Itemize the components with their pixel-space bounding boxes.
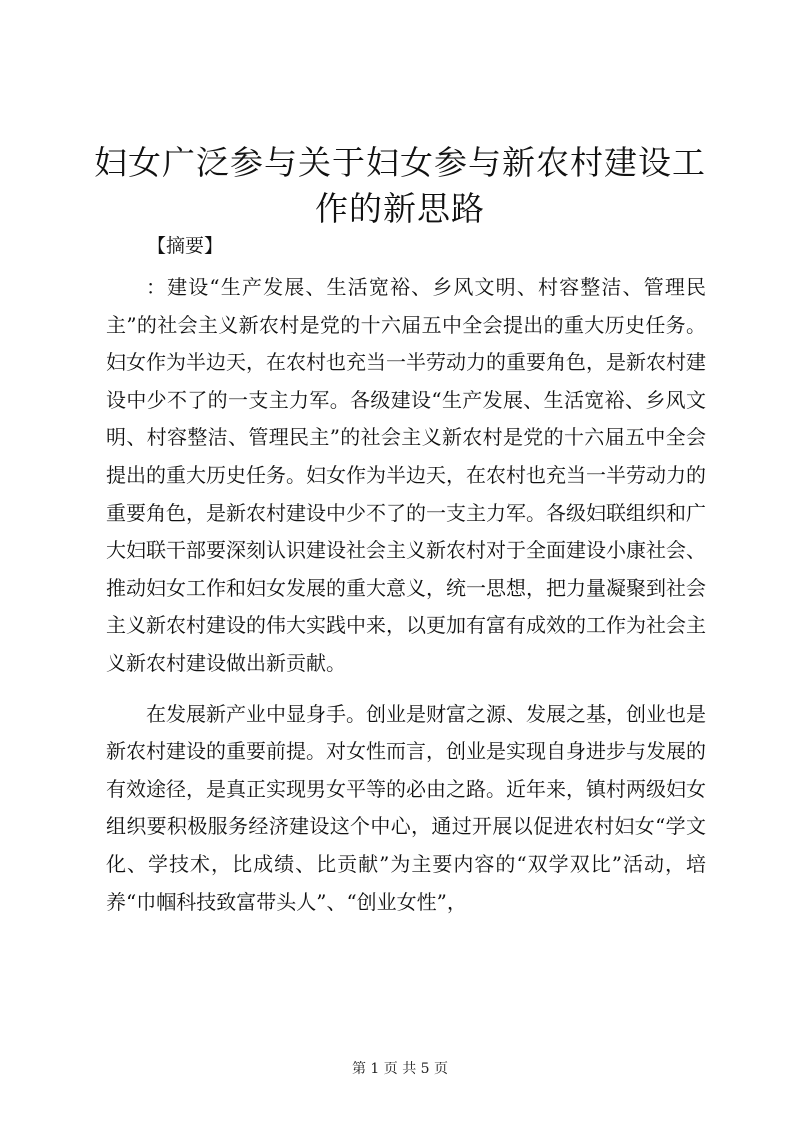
paragraph-abstract: ：建设“生产发展、生活宽裕、乡风文明、村容整洁、管理民主”的社会主义新农村是党的十六届五中全会提出的重大历史任务。妇女作为半边天，在农村也充当一半劳动力的重要角色，是新农村建设中少不了的一支主力军。各级建设“生产发展、生活宽裕、乡风文明、村容整洁、管理民主”的社会主义新农村是党的十六届五中全会提出的重大历史任务。妇女作为半边天，在农村也充当一半劳动力的重要角色，是新农村建设中少不了的一支主力军。各级妇联组织和广大妇联干部要深刻认识建设社会主义新农村对于全面建设小康社会、推动妇女工作和妇女发展的重大意义，统一思想，把力量凝聚到社会主义新农村建设的伟大实践中来，以更加有富有成效的工作为社会主义新农村建设做出新贡献。 [106,275,706,675]
abstract-label: 【摘要】 [147,235,224,257]
page-footer: 第 1 页 共 5 页 [351,1061,449,1077]
document-body [106,269,706,921]
document-title: 妇女广泛参与关于妇女参与新农村建设工作的新思路 [94,143,706,228]
paragraph-new-industry: 在发展新产业中显身手。创业是财富之源、发展之基，创业也是新农村建设的重要前提。对女性而言，创业是实现自身进步与发展的有效途径，是真正实现男女平等的必由之路。近年来，镇村两级妇女组织要积极服务经济建设这个中心，通过开展以促进农村妇女“学文化、学技术，比成绩、比贡献”为主要内容的“双学双比”活动，培养“巾帼科技致富带头人”、“创业女性”， [106,701,706,914]
